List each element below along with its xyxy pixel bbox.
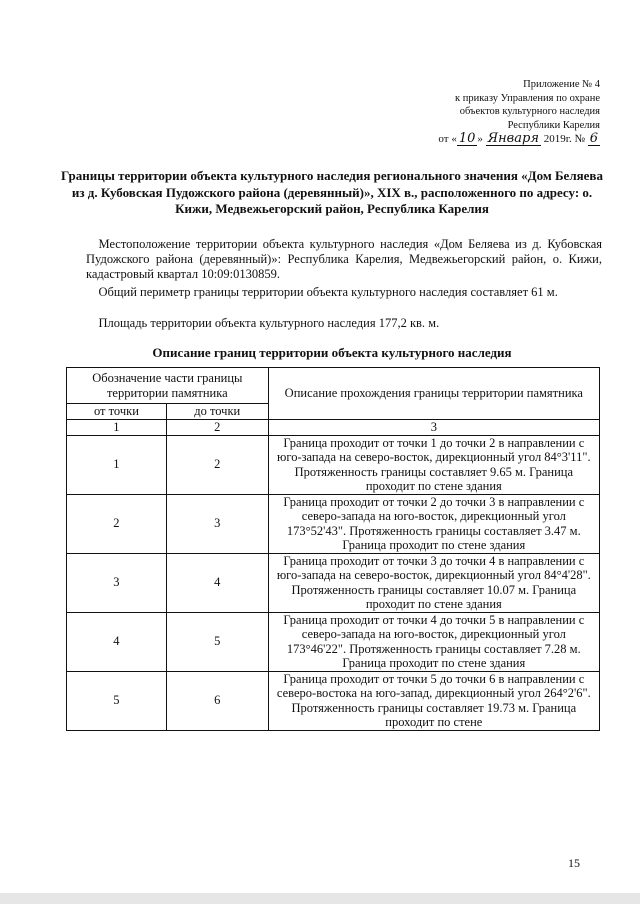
header-boundary-part: Обозначение части границы территории памятника bbox=[67, 368, 269, 404]
date-year: 2019г. № bbox=[540, 133, 588, 145]
appendix-order-ref: к приказу Управления по охране bbox=[455, 92, 600, 104]
from-point-cell: 5 bbox=[67, 671, 167, 730]
table-row bbox=[67, 671, 600, 730]
table-row bbox=[67, 435, 600, 494]
description-cell: Граница проходит от точки 3 до точки 4 в направлении с юго-запада на северо-восток, дирекционный угол 84°4'28". Протяженность границы составляет 10.07 м. Граница проходит по стене здания bbox=[268, 553, 599, 612]
from-point-cell: 3 bbox=[67, 553, 167, 612]
handwritten-order-number: 6 bbox=[589, 131, 598, 146]
from-point-cell: 4 bbox=[67, 612, 167, 671]
location-paragraph bbox=[86, 237, 602, 282]
table-row bbox=[67, 553, 600, 612]
description-cell: Граница проходит от точки 5 до точки 6 в направлении с северо-востока на юго-запад, дирекционный угол 264°2'6". Протяженность границы составляет 19.73 м. Граница проходит по стене bbox=[268, 671, 599, 730]
appendix-region: Республики Карелия bbox=[507, 119, 600, 131]
to-point-cell: 3 bbox=[166, 494, 268, 553]
column-number-row bbox=[67, 420, 600, 436]
to-point-cell: 4 bbox=[166, 553, 268, 612]
date-mid: » bbox=[477, 133, 486, 145]
header-to-point: до точки bbox=[166, 404, 268, 420]
order-date-line bbox=[370, 133, 600, 147]
from-point-cell: 1 bbox=[67, 435, 167, 494]
handwritten-day: 10 bbox=[458, 131, 476, 146]
area-text: Площадь территории объекта культурного наследия 177,2 кв. м. bbox=[98, 316, 440, 330]
column-number: 2 bbox=[166, 420, 268, 436]
table-row bbox=[67, 612, 600, 671]
description-cell: Граница проходит от точки 1 до точки 2 в направлении с юго-запада на северо-восток, дирекционный угол 84°3'11". Протяженность границы составляет 9.65 м. Граница проходит по стене здания bbox=[268, 435, 599, 494]
handwritten-month: Января bbox=[487, 131, 539, 146]
perimeter-text: Общий периметр границы территории объекта культурного наследия составляет 61 м. bbox=[98, 285, 558, 299]
boundary-table bbox=[66, 367, 600, 731]
location-text: Местоположение территории объекта культурного наследия «Дом Беляева из д. Кубовская Пудожского района (деревянный)»: Республика Карелия, Медвежьегорский район, о. Кижи, кадастровый квартал 10:09:0130859. bbox=[86, 237, 602, 281]
scan-bottom-edge bbox=[0, 893, 640, 904]
appendix-number: Приложение № 4 bbox=[523, 79, 600, 90]
description-cell: Граница проходит от точки 2 до точки 3 в направлении с северо-запада на юго-восток, дирекционный угол 173°52'43". Протяженность границы составляет 3.47 м. Граница проходит по стене здания bbox=[268, 494, 599, 553]
table-title: Описание границ территории объекта культурного наследия bbox=[152, 345, 512, 360]
header-from-point: от точки bbox=[67, 404, 167, 420]
date-prefix: от « bbox=[438, 133, 457, 145]
column-number: 3 bbox=[268, 420, 599, 436]
to-point-cell: 6 bbox=[166, 671, 268, 730]
page-number: 15 bbox=[568, 856, 580, 870]
to-point-cell: 2 bbox=[166, 435, 268, 494]
column-number: 1 bbox=[67, 420, 167, 436]
appendix-block bbox=[370, 78, 600, 147]
perimeter-paragraph bbox=[86, 285, 602, 300]
header-description: Описание прохождения границы территории памятника bbox=[268, 368, 599, 420]
to-point-cell: 5 bbox=[166, 612, 268, 671]
document-title: Границы территории объекта культурного наследия регионального значения «Дом Беляева из д. Кубовская Пудожского района (деревянный)», XIX в., расположенного по адресу: о. Кижи, Медвежьегорский район, Республика Карелия bbox=[61, 168, 603, 216]
description-cell: Граница проходит от точки 4 до точки 5 в направлении с северо-запада на юго-восток, дирекционный угол 173°46'22". Протяженность границы составляет 7.28 м. Граница проходит по стене здания bbox=[268, 612, 599, 671]
from-point-cell: 2 bbox=[67, 494, 167, 553]
table-row bbox=[67, 494, 600, 553]
appendix-agency: объектов культурного наследия bbox=[459, 106, 600, 117]
area-paragraph bbox=[86, 316, 602, 331]
